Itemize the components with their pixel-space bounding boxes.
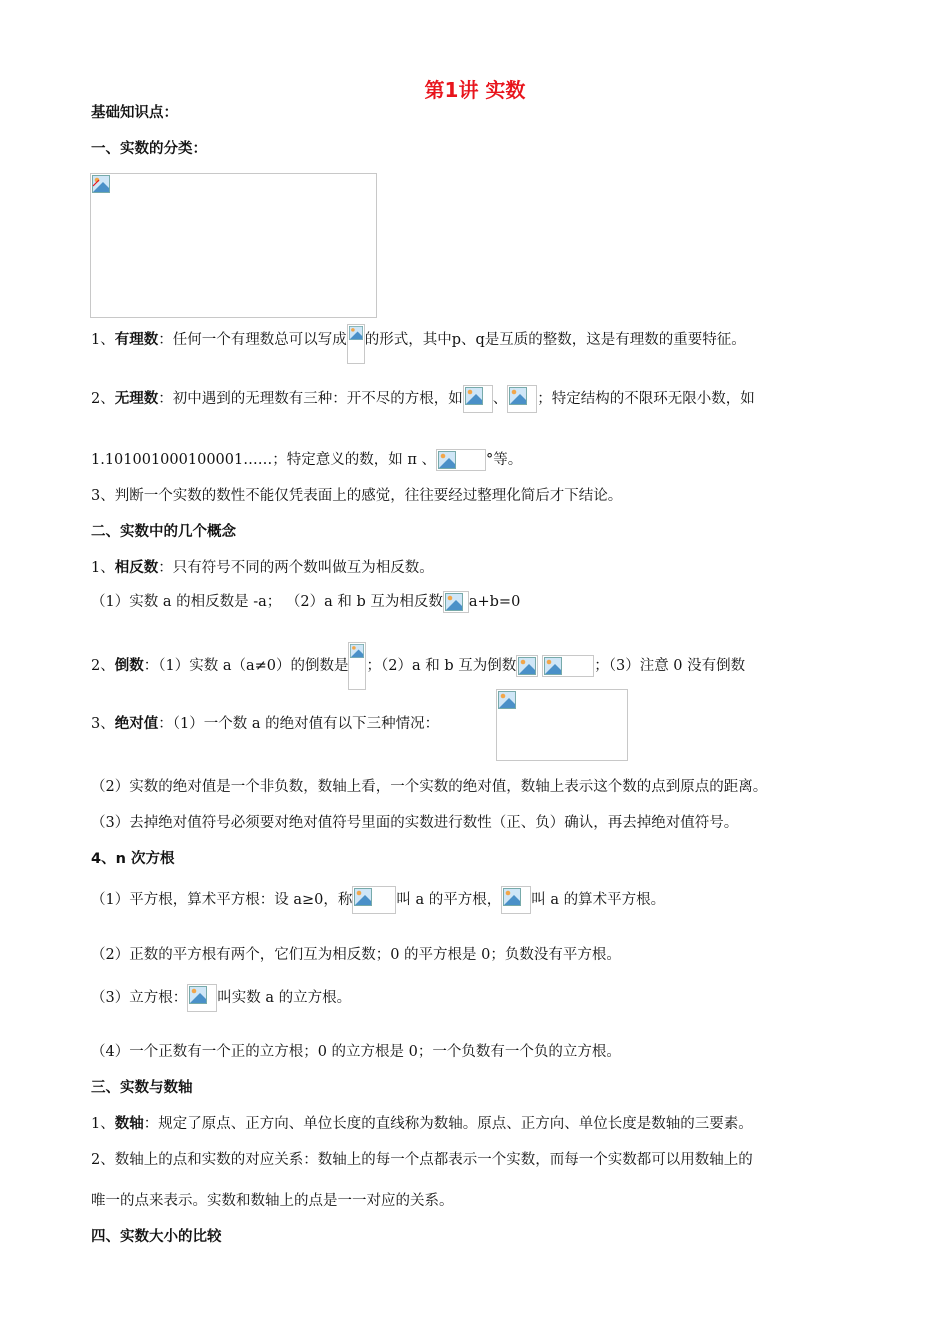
- cube-root-image: [187, 984, 217, 1012]
- opposite-term: 相反数: [114, 560, 159, 576]
- absolute-value-term: 绝对值: [114, 716, 159, 732]
- number-line-term: 数轴: [114, 1116, 144, 1132]
- rational-paragraph: 1、有理数：任何一个有理数总可以写成 的形式，其中p、q是互质的整数，这是有理数的重要特征。: [91, 330, 746, 364]
- square-root-2: （2）正数的平方根有两个，它们互为相反数；0 的平方根是 0；负数没有平方根。: [91, 947, 621, 963]
- image-placeholder-icon: [189, 986, 207, 1004]
- irrational-paragraph-cont: 1.101001000100001……；特定意义的数，如 π 、 °等。: [91, 449, 522, 471]
- image-placeholder-icon: [350, 644, 364, 658]
- opposite-number-detail: （1）实数 a 的相反数是 -a； （2）a 和 b 互为相反数 a+b=0: [91, 591, 520, 613]
- rational-term: 有理数: [114, 332, 159, 348]
- irrational-paragraph: 2、无理数：初中遇到的无理数有三种：开不尽的方根，如 、 ；特定结构的不限环无限小数，如: [91, 385, 755, 413]
- cube-root-4: （4）一个正数有一个正的立方根；0 的立方根是 0；一个负数有一个负的立方根。: [91, 1044, 621, 1060]
- opposite-number-paragraph: 1、相反数：只有符号不同的两个数叫做互为相反数。: [91, 560, 434, 576]
- image-placeholder-icon: [92, 175, 110, 193]
- section-2-heading: 二、实数中的几个概念: [91, 524, 236, 540]
- iff-symbol-image-2: [516, 655, 538, 677]
- image-placeholder-icon: [445, 593, 463, 611]
- arithmetic-root-image: [501, 886, 531, 914]
- irrational-term: 无理数: [114, 391, 159, 407]
- fraction-image: [347, 324, 365, 364]
- image-placeholder-icon: [354, 888, 372, 906]
- reciprocal-condition-image: [542, 655, 594, 677]
- absolute-value-paragraph: 3、绝对值：（1）一个数 a 的绝对值有以下三种情况：: [91, 716, 440, 732]
- section-1-heading: 一、实数的分类：: [91, 141, 207, 157]
- correspondence-paragraph: 2、数轴上的点和实数的对应关系：数轴上的每一个点都表示一个实数，而每一个实数都可以用数轴上的: [91, 1152, 753, 1168]
- absolute-value-cases-image: [496, 689, 628, 761]
- square-root-paragraph: （1）平方根，算术平方根：设 a≥0，称 叫 a 的平方根， 叫 a 的算术平方根。: [91, 886, 665, 914]
- reciprocal-paragraph: 2、倒数：（1）实数 a（a≠0）的倒数是 ；（2）a 和 b 互为倒数 ；（3）注意 0 没有倒数: [91, 642, 745, 690]
- cube-root-paragraph: （3）立方根： 叫实数 a 的立方根。: [91, 984, 351, 1012]
- root-example-image-2: [507, 385, 537, 413]
- special-number-image: [436, 449, 486, 471]
- number-line-paragraph: 1、数轴：规定了原点、正方向、单位长度的直线称为数轴。原点、正方向、单位长度是数轴的三要素。: [91, 1116, 753, 1132]
- image-placeholder-icon: [498, 691, 516, 709]
- iff-symbol-image: [443, 591, 469, 613]
- judgement-paragraph: 3、判断一个实数的数性不能仅凭表面上的感觉，往往要经过整理化简后才下结论。: [91, 488, 623, 504]
- absolute-value-3: （3）去掉绝对值符号必须要对绝对值符号里面的实数进行数性（正、负）确认，再去掉绝对值符号。: [91, 815, 739, 831]
- nth-root-heading: 4、n 次方根: [91, 851, 175, 867]
- image-placeholder-icon: [509, 387, 527, 405]
- reciprocal-fraction-image: [348, 642, 366, 690]
- image-placeholder-icon: [349, 326, 363, 340]
- square-root-image: [352, 886, 396, 914]
- correspondence-paragraph-cont: 唯一的点来表示。实数和数轴上的点是一一对应的关系。: [91, 1193, 454, 1209]
- section-3-heading: 三、实数与数轴: [91, 1080, 193, 1096]
- section-4-heading: 四、实数大小的比较: [91, 1229, 222, 1245]
- basic-knowledge-heading: 基础知识点：: [91, 105, 178, 121]
- image-placeholder-icon: [518, 657, 536, 675]
- absolute-value-2: （2）实数的绝对值是一个非负数，数轴上看，一个实数的绝对值，数轴上表示这个数的点到原点的距离。: [91, 779, 768, 795]
- image-placeholder-icon: [544, 657, 562, 675]
- classification-image: [90, 173, 377, 318]
- image-placeholder-icon: [438, 451, 456, 469]
- root-example-image-1: [463, 385, 493, 413]
- page-title: 第1讲 实数: [424, 78, 526, 102]
- image-placeholder-icon: [503, 888, 521, 906]
- reciprocal-term: 倒数: [114, 658, 144, 674]
- image-placeholder-icon: [465, 387, 483, 405]
